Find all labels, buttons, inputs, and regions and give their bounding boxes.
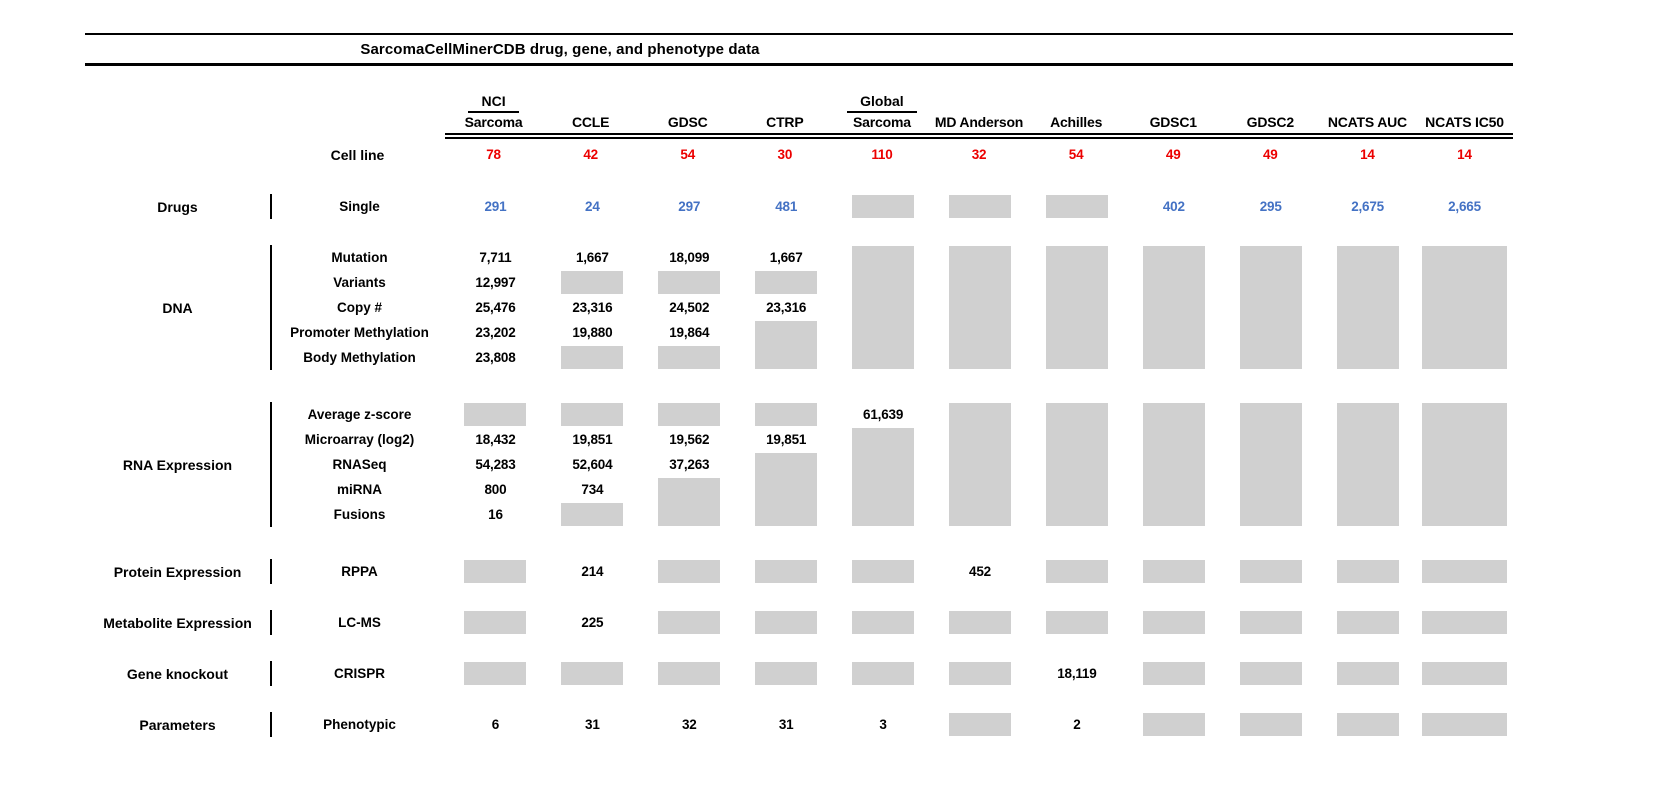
cell-value: 19,880 [572, 325, 613, 340]
table-column [447, 194, 544, 219]
table-column [1319, 402, 1416, 527]
category-label: DNA [162, 299, 193, 316]
cell-value: 16 [488, 507, 503, 522]
subcategory-labels [270, 245, 447, 370]
column-header-label: NCATS IC50 [1425, 114, 1504, 130]
table-column [1319, 559, 1416, 584]
cell-value: 3 [879, 717, 887, 732]
table-column [835, 712, 932, 737]
no-data-box [658, 346, 720, 369]
no-data-box [561, 403, 623, 426]
no-data-box [1046, 560, 1108, 583]
table-column [1416, 402, 1513, 527]
no-data-box [755, 611, 817, 634]
spacer [85, 142, 270, 168]
subcategory-labels [270, 194, 447, 219]
table-column [1319, 661, 1416, 686]
table-column [1416, 712, 1513, 737]
table-column [835, 559, 932, 584]
row-label: Phenotypic [323, 717, 396, 732]
cell-value: 23,316 [766, 300, 807, 315]
cell-line-count: 42 [583, 147, 598, 162]
table-column [641, 402, 738, 527]
table-column [1125, 661, 1222, 686]
table-column [641, 245, 738, 370]
no-data-box [1422, 403, 1507, 526]
no-data-box [658, 271, 720, 294]
table-column [932, 245, 1029, 370]
table-column [641, 610, 738, 635]
table-column [641, 559, 738, 584]
cell-value: 54,283 [475, 457, 516, 472]
no-data-box [755, 271, 817, 294]
no-data-box [658, 662, 720, 685]
cell-value: 12,997 [475, 275, 516, 290]
spacer [85, 133, 270, 139]
cell-value: 24 [585, 199, 600, 214]
category-label: RNA Expression [122, 456, 233, 473]
table-column [932, 194, 1029, 219]
table-column [835, 245, 932, 370]
table-column [1222, 559, 1319, 584]
no-data-box [755, 662, 817, 685]
cell-line-count: 54 [1068, 147, 1084, 162]
cell-value: 295 [1259, 199, 1282, 214]
no-data-box [1046, 403, 1108, 526]
table-column [835, 661, 932, 686]
no-data-box [1337, 403, 1399, 526]
title-band [85, 33, 1513, 66]
table-column [1319, 142, 1416, 168]
table-column [1028, 245, 1125, 370]
no-data-box [1422, 611, 1507, 634]
category-label: Metabolite Expression [103, 614, 252, 631]
column-header-label: CCLE [571, 114, 610, 130]
cell-value: 37,263 [669, 457, 710, 472]
section-values [447, 402, 1513, 527]
column-header-top [542, 92, 639, 112]
no-data-box [1143, 662, 1205, 685]
no-data-box [561, 271, 623, 294]
no-data-box [949, 403, 1011, 526]
section-dna [85, 245, 1513, 370]
column-header-top [736, 92, 833, 112]
subcategory-labels [270, 661, 447, 686]
table-column [544, 402, 641, 527]
table-column [1319, 610, 1416, 635]
cell-line-count: 54 [680, 147, 696, 162]
no-data-box [658, 611, 720, 634]
cell-value: 18,119 [1057, 666, 1097, 681]
table-column [1319, 194, 1416, 219]
column-header-label: Achilles [1050, 114, 1103, 130]
no-data-box [658, 560, 720, 583]
table-column [1125, 610, 1222, 635]
table-column [738, 712, 835, 737]
cell-value: 225 [581, 615, 604, 630]
no-data-box [1422, 560, 1507, 583]
table-column [835, 402, 932, 527]
no-data-box [561, 662, 623, 685]
cell-value: 800 [484, 482, 507, 497]
cell-value: 61,639 [863, 407, 904, 422]
subcategory-labels [270, 402, 447, 527]
column-header [736, 92, 833, 133]
table-column [544, 661, 641, 686]
no-data-box [852, 246, 914, 369]
cell-value: 19,562 [669, 432, 710, 447]
column-header [1125, 92, 1222, 133]
subcategory-labels [270, 559, 447, 584]
cell-line-row [85, 142, 1513, 168]
table-column [1028, 559, 1125, 584]
cell-value: 23,808 [475, 350, 516, 365]
column-header-label: Sarcoma [853, 114, 911, 130]
column-header-label: GDSC [667, 114, 708, 130]
table-column [1125, 559, 1222, 584]
column-header [1222, 92, 1319, 133]
table-column [641, 194, 738, 219]
cell-value: 214 [581, 564, 604, 579]
table-column [1319, 712, 1416, 737]
table-column [1125, 712, 1222, 737]
table-column [447, 661, 544, 686]
column-header [542, 92, 639, 133]
table-column [544, 610, 641, 635]
table-column [639, 142, 736, 168]
header-rule-row [85, 133, 1513, 139]
cell-value: 19,864 [669, 325, 710, 340]
no-data-box [1143, 611, 1205, 634]
no-data-box [1046, 195, 1108, 218]
column-header-label: Sarcoma [464, 114, 523, 130]
table-column [1222, 142, 1319, 168]
section-metabolite-expression [85, 610, 1513, 635]
no-data-box [852, 662, 914, 685]
cell-line-count: 32 [971, 147, 987, 162]
table-column [932, 559, 1029, 584]
cell-value: 1,667 [575, 250, 609, 265]
section-values [447, 245, 1513, 370]
table-column [1416, 245, 1513, 370]
figure-table [85, 92, 1513, 737]
table-column [1416, 661, 1513, 686]
cell-value: 481 [775, 199, 798, 214]
cell-line-count: 78 [486, 147, 501, 162]
no-data-box [1046, 246, 1108, 369]
no-data-box [464, 403, 526, 426]
cell-line-count: 30 [777, 147, 793, 162]
section-parameters [85, 712, 1513, 737]
table-column [447, 712, 544, 737]
no-data-box [852, 195, 914, 218]
table-column [1416, 142, 1513, 168]
table-column [932, 402, 1029, 527]
no-data-box [464, 611, 526, 634]
table-column [1222, 712, 1319, 737]
table-column [738, 559, 835, 584]
no-data-box [852, 428, 914, 526]
table-column [641, 661, 738, 686]
row-label: Copy # [336, 300, 382, 315]
cell-value: 25,476 [475, 300, 516, 315]
table-column [1028, 610, 1125, 635]
category-label: Protein Expression [113, 563, 242, 580]
no-data-box [561, 346, 623, 369]
section-values [447, 712, 1513, 737]
no-data-box [949, 246, 1011, 369]
no-data-box [1240, 246, 1302, 369]
table-column [932, 712, 1029, 737]
table-column [447, 559, 544, 584]
row-label: Fusions [333, 507, 386, 522]
row-label: Body Methylation [303, 350, 416, 365]
no-data-box [949, 195, 1011, 218]
table-column [447, 610, 544, 635]
table-column [544, 559, 641, 584]
table-column [736, 142, 833, 168]
cell-line-count: 49 [1262, 147, 1278, 162]
row-label: miRNA [336, 482, 382, 497]
no-data-box [1240, 403, 1302, 526]
no-data-box [1337, 611, 1399, 634]
cell-value: 32 [681, 717, 697, 732]
table-column [1222, 661, 1319, 686]
row-label: LC-MS [338, 615, 381, 630]
cell-value: 19,851 [572, 432, 613, 447]
no-data-box [1240, 560, 1302, 583]
table-column [1416, 194, 1513, 219]
no-data-box [755, 321, 817, 369]
cell-value: 23,202 [475, 325, 516, 340]
column-header-top-label: Global [847, 92, 917, 113]
table-column [1416, 559, 1513, 584]
column-header-label: GDSC1 [1149, 114, 1197, 130]
cell-line-values [445, 142, 1513, 168]
cell-value: 402 [1162, 199, 1185, 214]
table-column [1222, 245, 1319, 370]
table-column [1319, 245, 1416, 370]
table-column [544, 194, 641, 219]
double-rule [445, 133, 1513, 139]
column-header-top [1222, 92, 1319, 112]
table-column [930, 142, 1027, 168]
table-column [641, 712, 738, 737]
row-label: RNASeq [332, 457, 387, 472]
table-column [1125, 402, 1222, 527]
section-values [447, 194, 1513, 219]
column-header [1028, 92, 1125, 133]
no-data-box [852, 560, 914, 583]
no-data-box [755, 453, 817, 526]
cell-value: 297 [678, 199, 701, 214]
no-data-box [658, 403, 720, 426]
cell-value: 734 [581, 482, 604, 497]
table-column [1222, 610, 1319, 635]
cell-value: 2 [1073, 717, 1081, 732]
no-data-box [561, 503, 623, 526]
no-data-box [1240, 662, 1302, 685]
no-data-box [1240, 713, 1302, 736]
table-column [932, 661, 1029, 686]
column-header-top [930, 92, 1027, 112]
sarcoma-cellminer-data-figure [85, 33, 1513, 737]
table-column [1125, 142, 1222, 168]
no-data-box [1143, 713, 1205, 736]
cell-value: 7,711 [479, 250, 512, 265]
cell-value: 452 [969, 564, 991, 579]
table-column [1028, 402, 1125, 527]
cell-line-count: 110 [871, 147, 893, 162]
column-header-top-label: NCI [468, 92, 518, 113]
column-headers [445, 92, 1513, 133]
column-header [639, 92, 736, 133]
row-label: RPPA [341, 564, 378, 579]
table-column [835, 194, 932, 219]
column-header [930, 92, 1027, 133]
subcategory-labels [270, 712, 447, 737]
row-label: Promoter Methylation [290, 325, 429, 340]
column-header [445, 92, 542, 133]
column-header-label: CTRP [766, 114, 804, 130]
row-label: Mutation [331, 250, 388, 265]
cell-value: 23,316 [572, 300, 613, 315]
table-column [1416, 610, 1513, 635]
column-header-label: MD Anderson [934, 114, 1024, 130]
no-data-box [755, 403, 817, 426]
section-gene-knockout [85, 661, 1513, 686]
row-label: CRISPR [333, 666, 385, 681]
cell-line-count: 49 [1165, 147, 1181, 162]
no-data-box [1422, 246, 1507, 369]
row-label: Average z-score [307, 407, 412, 422]
cell-value: 52,604 [572, 457, 613, 472]
cell-value: 1,667 [769, 250, 803, 265]
no-data-box [464, 560, 526, 583]
section-protein-expression [85, 559, 1513, 584]
no-data-box [1337, 246, 1399, 369]
no-data-box [464, 662, 526, 685]
no-data-box [1143, 246, 1205, 369]
cell-value: 31 [778, 717, 794, 732]
table-column [833, 142, 930, 168]
table-column [738, 194, 835, 219]
table-column [445, 142, 542, 168]
column-header-top [639, 92, 736, 112]
section-values [447, 661, 1513, 686]
row-label: Microarray (log2) [304, 432, 415, 447]
column-header [1319, 92, 1416, 133]
no-data-box [1422, 662, 1507, 685]
no-data-box [1337, 713, 1399, 736]
no-data-box [949, 611, 1011, 634]
no-data-box [658, 478, 720, 526]
table-column [542, 142, 639, 168]
table-column [932, 610, 1029, 635]
column-header-top [1416, 92, 1513, 112]
column-header-row [85, 92, 1513, 133]
column-header-top [1028, 92, 1125, 112]
no-data-box [1337, 662, 1399, 685]
table-column [1028, 712, 1125, 737]
row-label: Variants [333, 275, 386, 290]
table-column [738, 245, 835, 370]
category-label: Gene knockout [126, 665, 229, 682]
column-header-label: GDSC2 [1246, 114, 1294, 130]
section-rna-expression [85, 402, 1513, 527]
subcategory-labels [270, 610, 447, 635]
table-column [544, 712, 641, 737]
no-data-box [852, 611, 914, 634]
cell-value: 6 [491, 717, 500, 732]
no-data-box [1240, 611, 1302, 634]
table-column [1125, 194, 1222, 219]
table-column [738, 402, 835, 527]
cell-value: 18,099 [669, 250, 710, 265]
table-column [1028, 661, 1125, 686]
column-header-label: NCATS AUC [1327, 114, 1407, 130]
table-column [447, 245, 544, 370]
figure-title: SarcomaCellMinerCDB drug, gene, and phenotype data [360, 41, 760, 58]
table-column [447, 402, 544, 527]
cell-value: 2,665 [1448, 199, 1481, 214]
no-data-box [1143, 560, 1205, 583]
section-drugs [85, 194, 1513, 219]
table-column [835, 610, 932, 635]
column-header [1416, 92, 1513, 133]
spacer [270, 92, 445, 133]
cell-value: 19,851 [766, 432, 807, 447]
column-header-top [445, 92, 542, 112]
cell-line-count: 14 [1360, 147, 1375, 162]
cell-value: 291 [484, 199, 507, 214]
table-column [544, 245, 641, 370]
no-data-box [949, 713, 1011, 736]
category-label: Drugs [157, 198, 198, 215]
cell-value: 24,502 [669, 300, 710, 315]
table-column [1028, 194, 1125, 219]
section-values [447, 610, 1513, 635]
table-column [1222, 194, 1319, 219]
column-header-top [1319, 92, 1416, 112]
column-header [833, 92, 930, 133]
section-values [447, 559, 1513, 584]
spacer [270, 133, 445, 139]
category-label: Parameters [139, 716, 216, 733]
no-data-box [949, 662, 1011, 685]
table-column [1028, 142, 1125, 168]
no-data-box [1422, 713, 1507, 736]
cell-line-label: Cell line [330, 147, 385, 163]
no-data-box [755, 560, 817, 583]
no-data-box [1046, 611, 1108, 634]
cell-value: 2,675 [1351, 199, 1384, 214]
table-column [738, 661, 835, 686]
table-column [1222, 402, 1319, 527]
table-column [1125, 245, 1222, 370]
row-label: Single [339, 199, 380, 214]
cell-line-count: 14 [1457, 147, 1472, 162]
spacer [85, 92, 270, 133]
table-column [738, 610, 835, 635]
cell-value: 18,432 [475, 432, 516, 447]
cell-value: 31 [585, 717, 600, 732]
column-header-top [1125, 92, 1222, 112]
no-data-box [1337, 560, 1399, 583]
column-header-top [833, 92, 930, 112]
no-data-box [1143, 403, 1205, 526]
